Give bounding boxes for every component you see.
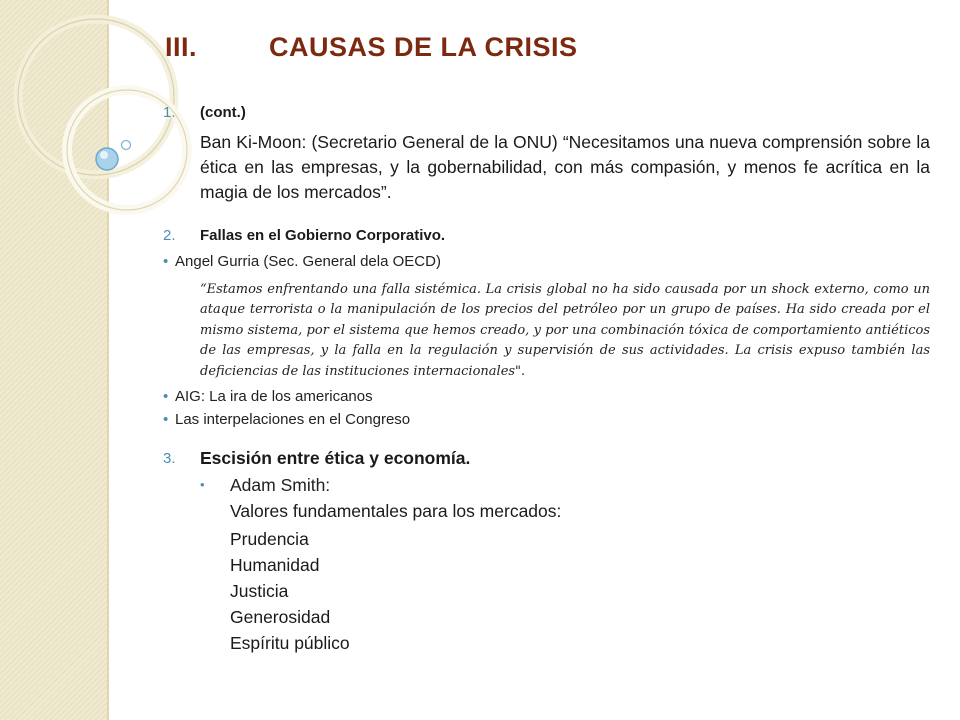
section-2-heading — [163, 227, 930, 244]
section-1-label: (cont.) — [200, 104, 246, 121]
small-ring-icon — [122, 141, 131, 150]
section-1-number: 1. — [163, 104, 176, 121]
list-item-text: Las interpelaciones en el Congreso — [175, 411, 411, 429]
slide-title — [165, 32, 578, 63]
values-intro: Valores fundamentales para los mercados: — [230, 501, 562, 522]
section-2-number: 2. — [163, 227, 176, 244]
value-item: Prudencia — [230, 529, 309, 550]
bullet-icon: • — [163, 411, 169, 429]
value-item: Humanidad — [230, 555, 320, 576]
bullet-icon: • — [163, 388, 169, 406]
speaker-text: Angel Gurria (Sec. General dela OECD) — [175, 253, 441, 270]
value-item: Generosidad — [230, 607, 331, 628]
ban-ki-moon-paragraph: Ban Ki-Moon: (Secretario General de la ONU) “Necesitamos una nueva comprensión sobre la ética en las empresas, y la gobernabilidad, con más compasión, y menos fe acrítica en la magia de los mercados”. — [200, 132, 930, 202]
list-item — [163, 388, 930, 405]
section-1-heading — [163, 104, 930, 121]
list-item-author — [200, 475, 930, 496]
author-text: Adam Smith: — [230, 475, 331, 496]
section-2-label: Fallas en el Gobierno Corporativo. — [200, 227, 446, 244]
section-3-body — [200, 475, 930, 656]
list-item-speaker — [163, 253, 930, 270]
value-item: Justicia — [230, 581, 289, 602]
bullet-icon: • — [200, 477, 205, 493]
blue-dot-icon — [96, 148, 118, 170]
value-item: Espíritu público — [230, 633, 350, 654]
bullet-icon: • — [163, 253, 169, 270]
title-text: CAUSAS DE LA CRISIS — [269, 32, 578, 62]
slide-content — [163, 104, 930, 656]
section-3-label: Escisión entre ética y economía. — [200, 448, 471, 469]
list-item — [163, 411, 930, 428]
section-3-number: 3. — [163, 450, 176, 468]
title-number: III. — [165, 32, 198, 62]
section-3-heading — [163, 448, 930, 469]
list-item-text: AIG: La ira de los americanos — [175, 388, 373, 406]
gurria-quote: “Estamos enfrentando una falla sistémica. La crisis global no ha sido causada por un shock externo, como un ataque terrorista o la manipulación de los precios del petróleo por un grupo de países. Ha sido creada por el mismo sistema, por el sistema que hemos creado, y por una combinación tóxica de comportamiento antiéticos de las empresas, y la falla en la regulación y supervisión de sus actividades. La crisis expuso también las deficiencias de las instituciones internacionales". — [200, 282, 930, 379]
